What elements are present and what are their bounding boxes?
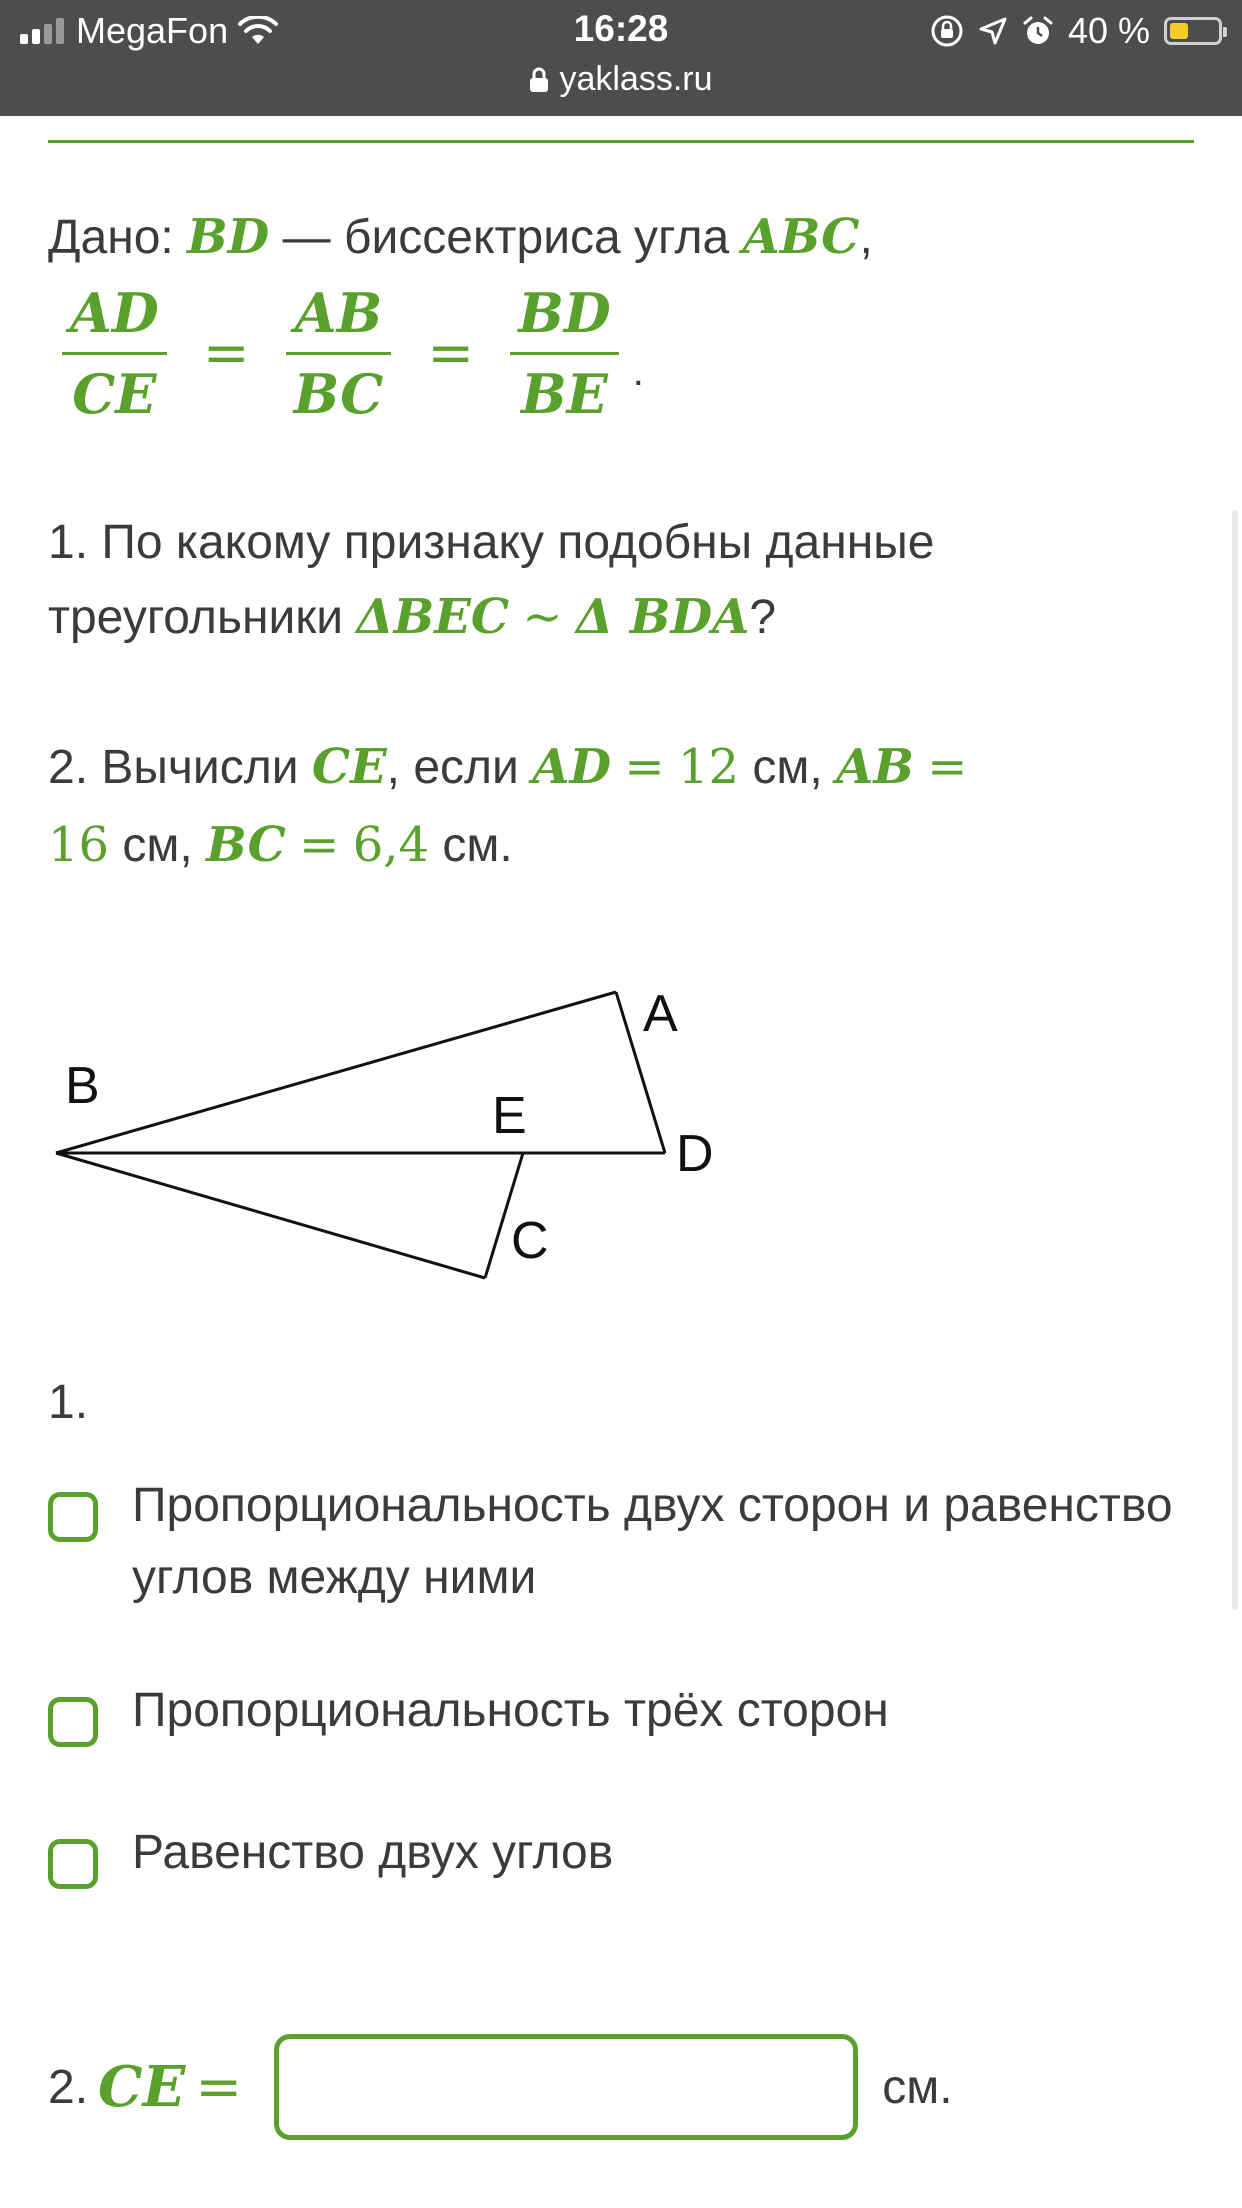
similar-sign: ∼ xyxy=(522,589,563,645)
question-1-text: треугольники xyxy=(48,591,344,644)
option-label[interactable]: Пропорциональность трёх сторон xyxy=(132,1684,889,1737)
option-label[interactable]: Равенство двух углов xyxy=(132,1826,614,1879)
question-mark: ? xyxy=(749,591,777,644)
fraction-ad-ce xyxy=(62,278,167,429)
question-1-line-2 xyxy=(48,580,776,655)
option-sas[interactable] xyxy=(48,1470,1212,1614)
segment-ba xyxy=(56,992,616,1153)
triangle-bec: ΔBEC xyxy=(356,589,510,645)
question-2-line-2 xyxy=(48,808,513,883)
checkbox[interactable] xyxy=(48,1492,98,1542)
equals-sign: = xyxy=(195,2054,243,2120)
option-label-line-2: углов между ними xyxy=(132,1551,537,1604)
answer-2-label: 2. xyxy=(48,2060,89,2114)
equals-sign: = xyxy=(202,321,250,386)
option-label-line-1: Пропорциональность двух сторон и равенство xyxy=(132,1479,1173,1532)
value-bc: 6,4 xyxy=(352,817,430,873)
orientation-lock-icon xyxy=(930,14,964,48)
given-ratio xyxy=(56,278,644,429)
question-2-if: , если xyxy=(386,741,519,794)
equals-sign: = xyxy=(299,817,340,873)
alarm-icon xyxy=(1022,15,1054,47)
fraction-ab-bc xyxy=(286,278,392,429)
label-d: D xyxy=(676,1125,714,1183)
option-aa[interactable] xyxy=(48,1817,1212,1889)
value-ab: 16 xyxy=(48,817,110,873)
var-ad: AD xyxy=(532,739,612,795)
question-2-prefix: 2. Вычисли xyxy=(48,741,299,794)
triangle-bda: Δ BDA xyxy=(575,589,750,645)
fraction-denominator: CE xyxy=(72,362,157,426)
battery-icon xyxy=(1164,17,1222,45)
ratio-period: . xyxy=(632,350,644,394)
checkbox[interactable] xyxy=(48,1697,98,1747)
given-abc: ABC xyxy=(742,209,860,265)
scrollbar[interactable] xyxy=(1232,510,1238,1610)
var-ce: CE xyxy=(311,739,387,795)
battery-percent: 40 % xyxy=(1067,10,1150,51)
equals-sign: = xyxy=(427,321,475,386)
fraction-denominator: BE xyxy=(521,362,608,426)
equals-sign: = xyxy=(624,739,665,795)
question-2-line-1 xyxy=(48,730,967,805)
given-line xyxy=(48,200,873,275)
location-icon xyxy=(978,16,1008,46)
unit-cm: см, xyxy=(122,819,193,872)
answer-2-var: CE xyxy=(98,2054,186,2120)
url-text: yaklass.ru xyxy=(559,60,713,98)
label-c: C xyxy=(511,1212,549,1270)
triangle-figure xyxy=(48,968,748,1298)
carrier-name: MegaFon xyxy=(76,10,229,51)
given-comma: , xyxy=(859,211,873,264)
equals-sign: = xyxy=(927,739,968,795)
given-middle: — биссектриса угла xyxy=(282,211,730,264)
checkbox[interactable] xyxy=(48,1839,98,1889)
section-divider xyxy=(48,140,1194,143)
label-e: E xyxy=(492,1087,527,1145)
question-1-line-1: 1. По какому признаку подобны данные xyxy=(48,516,935,569)
var-bc: BC xyxy=(206,817,286,873)
status-time: 16:28 xyxy=(573,8,669,49)
fraction-denominator: BC xyxy=(293,362,384,426)
fraction-bd-be xyxy=(510,278,618,429)
fraction-numerator: AD xyxy=(70,281,159,345)
given-bd: BD xyxy=(187,209,270,265)
label-b: B xyxy=(65,1057,100,1115)
option-label[interactable] xyxy=(132,1470,1212,1614)
answer-1-label: 1. xyxy=(48,1376,89,1429)
unit-cm: см. xyxy=(442,819,513,872)
answer-2-unit: см. xyxy=(882,2060,953,2114)
var-ab: AB xyxy=(836,739,914,795)
label-a: A xyxy=(643,985,678,1043)
status-bar xyxy=(0,0,1242,116)
segment-bc xyxy=(56,1153,485,1278)
address-bar[interactable] xyxy=(0,60,1242,99)
option-sss[interactable] xyxy=(48,1675,1212,1747)
unit-cm: см, xyxy=(752,741,823,794)
value-ad: 12 xyxy=(677,739,740,795)
given-prefix: Дано: xyxy=(48,211,174,264)
fraction-numerator: BD xyxy=(518,281,611,345)
status-right xyxy=(930,10,1222,52)
answer-2-row xyxy=(48,2034,953,2140)
ce-answer-input[interactable] xyxy=(274,2034,858,2140)
fraction-numerator: AB xyxy=(294,281,383,345)
lock-icon xyxy=(529,67,549,93)
